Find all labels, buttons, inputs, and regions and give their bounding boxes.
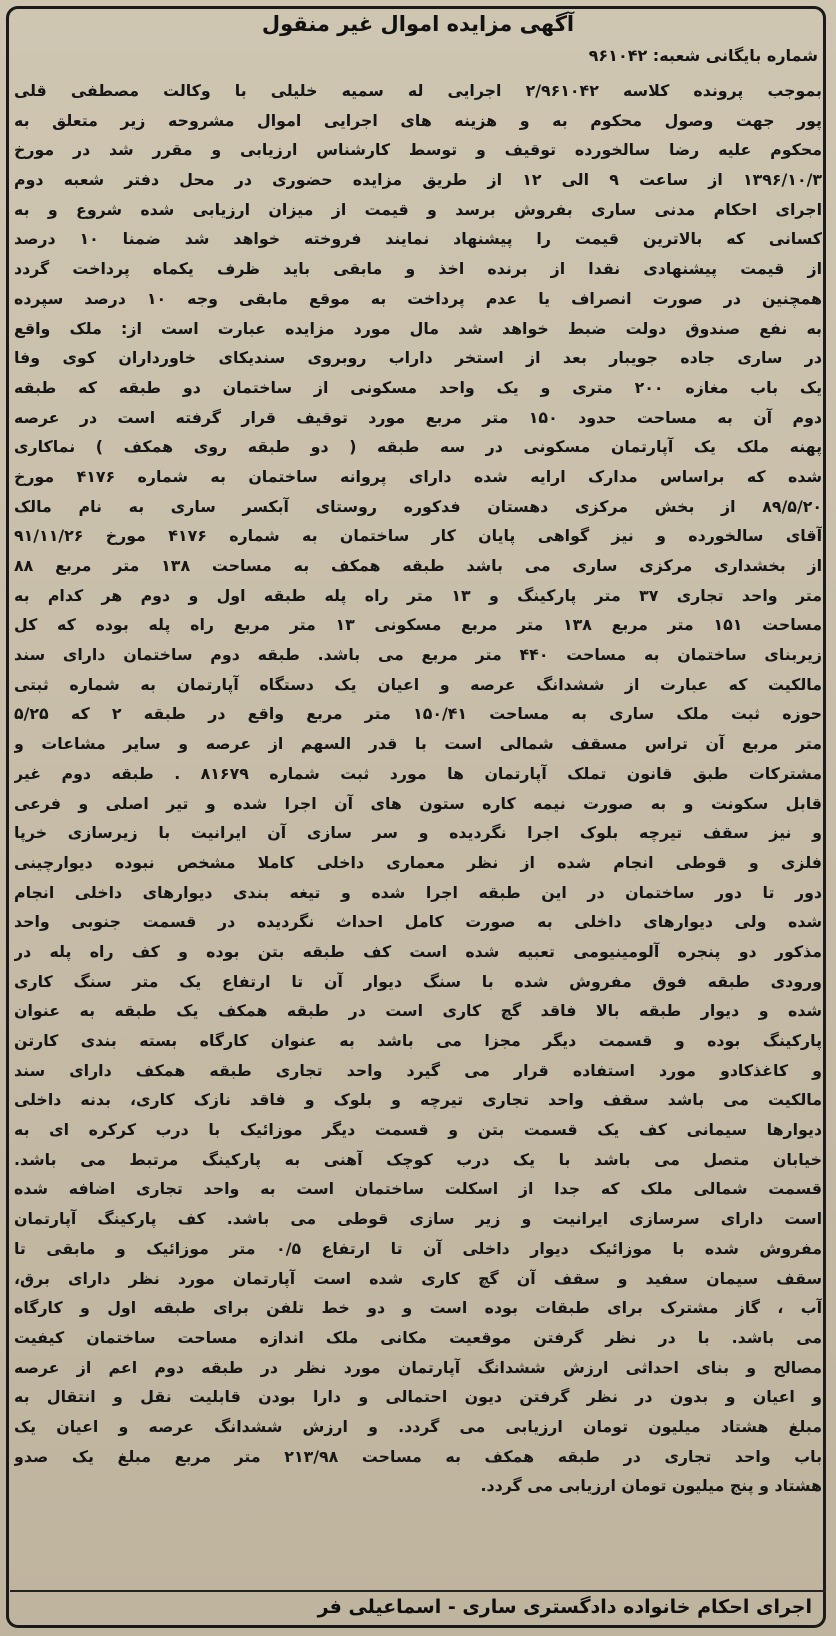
- notice-line: مصالح و بنای احداثی ارزش ششدانگ آپارتمان مورد نظر در طبقه دوم اعم از عرصه: [14, 1357, 822, 1377]
- notice-line: دور تا دور ساختمان در این طبقه اجرا شده و تیغه بندی دیوارهای داخلی انجام: [14, 882, 822, 902]
- notice-line: کسانی که بالاترین قیمت را پیشنهاد نمایند فروخته خواهد شد ضمنا ۱۰ درصد: [14, 229, 822, 249]
- notice-line: می باشد. با در نظر گرفتن موقعیت مکانی ملک اندازه مساحت ساختمان کیفیت: [14, 1327, 822, 1347]
- notice-line: سقف سیمان سفید و سقف آن گچ کاری شده است آپارتمان مورد نظر دارای برق،: [14, 1268, 822, 1288]
- notice-line: دوم آن به مساحت حدود ۱۵۰ متر مربع مورد توقیف قرار گرفته است در عرصه: [14, 407, 822, 427]
- notice-line: پارکینگ بوده و قسمت دیگر مجزا می باشد به عنوان کارگاه بسته بندی کارتن: [14, 1031, 822, 1050]
- notice-line: مشترکات طبق قانون تملک آپارتمان ها مورد ثبت شماره ۸۱۶۷۹ . طبقه دوم غیر: [14, 763, 822, 783]
- notice-line: محکوم علیه رضا سالخورده توقیف و توسط کارشناس ارزیابی و مقرر شد در مورخ: [14, 140, 822, 160]
- notice-title: آگهی مزایده اموال غیر منقول: [261, 12, 575, 36]
- notice-line: است دارای سرسازی ایرانیت و زیر سازی قوطی می باشد. کف پارکینگ آپارتمان: [14, 1209, 822, 1229]
- notice-line: ۱۳۹۶/۱۰/۳ از ساعت ۹ الی ۱۲ از طریق مزایده حضوری در محل دفتر شعبه دوم: [14, 170, 822, 190]
- notice-line: ورودی طبقه فوق مفروش شده با سنگ دیوار آن تا ارتفاع یک متر سنگ کاری: [14, 971, 822, 991]
- notice-line: همچنین در صورت انصراف یا عدم پرداخت به موقع مابقی وجه ۱۰ درصد سپرده: [14, 288, 822, 308]
- notice-line: بموجب پرونده کلاسه ۲/۹۶۱۰۴۲ اجرایی له سمیه خلیلی با وکالت مصطفی قلی: [14, 81, 822, 100]
- notice-line: مساحت ۱۵۱ متر مربع ۱۳۸ متر مربع مسکونی ۱۳ متر مربع راه پله بوده که کل: [14, 615, 822, 635]
- notice-line: متر واحد تجاری ۳۷ متر پارکینگ و ۱۳ متر راه پله طبقه اول و دوم هر کدام به: [14, 585, 822, 605]
- notice-line: مذکور دو پنجره آلومینیومی تعبیه شده است کف طبقه بتن بوده و کف راه پله در: [14, 941, 822, 961]
- notice-line: قسمت شمالی ملک که جدا از اسکلت ساختمان است به واحد تجاری اضافه شده: [14, 1179, 822, 1199]
- notice-line: حوزه ثبت ملک ساری به مساحت ۱۵۰/۴۱ متر مربع واقع در طبقه ۲ که ۵/۲۵: [14, 704, 822, 724]
- notice-line: یک باب مغازه ۲۰۰ متری و یک واحد مسکونی از ساختمان دو طبقه که طبقه: [14, 377, 822, 397]
- notice-line: شده که براساس مدارک ارایه شده دارای پروانه ساختمان به شماره ۴۱۷۶ مورخ: [14, 466, 822, 486]
- notice-line: هشتاد و پنج میلیون تومان ارزیابی می گردد.: [480, 1476, 822, 1496]
- notice-line: مالکیت که عبارت از ششدانگ عرصه و اعیان یک دستگاه آپارتمان به شماره ثبتی: [14, 674, 822, 694]
- notice-line: متر مربع آن تراس مسقف شمالی است با قدر السهم از عرصه و سایر مشاعات و: [14, 734, 822, 754]
- notice-line: مفروش شده با موزائیک دیوار داخلی آن تا ارتفاع ۰/۵ متر موزائیک و مابقی تا: [14, 1238, 822, 1258]
- notice-line: مالکیت می باشد سقف واحد تجاری تیرچه و بلوک و فاقد نازک کاری، بدنه داخلی: [14, 1090, 822, 1110]
- notice-line: به نفع صندوق دولت ضبط خواهد شد مال مورد مزایده عبارت است از: ملک واقع: [14, 318, 822, 338]
- archive-number: شماره بایگانی شعبه: ۹۶۱۰۴۲: [588, 46, 818, 65]
- notice-line: از بخشداری مرکزی ساری می باشد طبقه همکف به مساحت ۱۳۸ متر مربع ۸۸: [14, 556, 822, 575]
- notice-line: شده ولی دیوارهای داخلی به صورت کامل احداث نگردیده در قسمت جنوبی واحد: [14, 912, 822, 932]
- notice-line: فلزی و قوطی انجام شده از نظر معماری داخلی کاملا مشخص نبوده دیوارچینی: [14, 852, 822, 872]
- notice-line: و نیز سقف تیرچه بلوک اجرا نگردیده و سر سازی آن ایرانیت با زیرسازی خرپا: [14, 823, 822, 843]
- notice-line: آقای سالخورده و نیز گواهی پایان کار ساختمان به شماره ۴۱۷۶ مورخ ۹۱/۱۱/۲۶: [14, 526, 822, 546]
- notice-line: در ساری جاده جویبار بعد از استخر داراب روبروی سندیکای خاورداران کوی وفا: [14, 348, 822, 368]
- notice-line: خیابان متصل می باشد با یک درب کوچک آهنی به پارکینگ مرتبط می باشد.: [14, 1149, 822, 1169]
- notice-line: پور جهت وصول محکوم به و هزینه های اجرایی اموال مشروحه زیر متعلق به: [14, 110, 822, 130]
- notice-line: باب واحد تجاری در طبقه همکف به مساحت ۲۱۳/۹۸ متر مربع مبلغ یک صدو: [14, 1446, 822, 1466]
- notice-line: آب ، گاز مشترک برای طبقات بوده است و دو خط تلفن برای طبقه اول و کارگاه: [14, 1298, 822, 1318]
- footer-divider: [10, 1590, 826, 1592]
- notice-body: [14, 76, 822, 1501]
- notice-line: و کاغذکادو مورد استفاده قرار می گیرد واحد تجاری طبقه همکف دارای سند: [14, 1060, 822, 1080]
- notice-line: شده و دیوار طبقه بالا فاقد گچ کاری است در طبقه همکف یک طبقه به عنوان: [14, 1001, 822, 1021]
- notice-line: اجرای احکام مدنی ساری بفروش برسد و قیمت از میزان ارزیابی شده شروع و به: [14, 199, 822, 219]
- notice-line: دیوارها سیمانی کف یک قسمت بتن و قسمت دیگر موزائیک با درب کرکره ای به: [14, 1120, 822, 1140]
- notice-line: و اعیان و بدون در نظر گرفتن دیون احتمالی و دارا بودن قابلیت نقل و انتقال به: [14, 1387, 822, 1407]
- notice-line: مبلغ هشتاد میلیون تومان ارزیابی می گردد. و ارزش ششدانگ عرصه و اعیان یک: [14, 1416, 822, 1436]
- notice-line: قابل سکونت و به صورت نیمه کاره ستون های آن اجرا شده و تیر اصلی و فرعی: [14, 793, 822, 813]
- notice-line: از قیمت پیشنهادی نقدا از برنده اخذ و مابقی باید ظرف یکماه پرداخت گردد: [14, 259, 822, 279]
- notice-footer: اجرای احکام خانواده دادگستری ساری - اسماعیلی فر: [317, 1596, 812, 1618]
- notice-line: پهنه ملک یک آپارتمان مسکونی در سه طبقه ( دو طبقه روی همکف ) نماکاری: [14, 437, 822, 457]
- notice-line: زیربنای ساختمان به مساحت ۴۴۰ متر مربع می باشد. طبقه دوم ساختمان دارای سند: [14, 645, 822, 665]
- notice-line: ۸۹/۵/۲۰ از بخش مرکزی دهستان فدکوره روستای آبکسر ساری به نام مالک: [14, 496, 822, 516]
